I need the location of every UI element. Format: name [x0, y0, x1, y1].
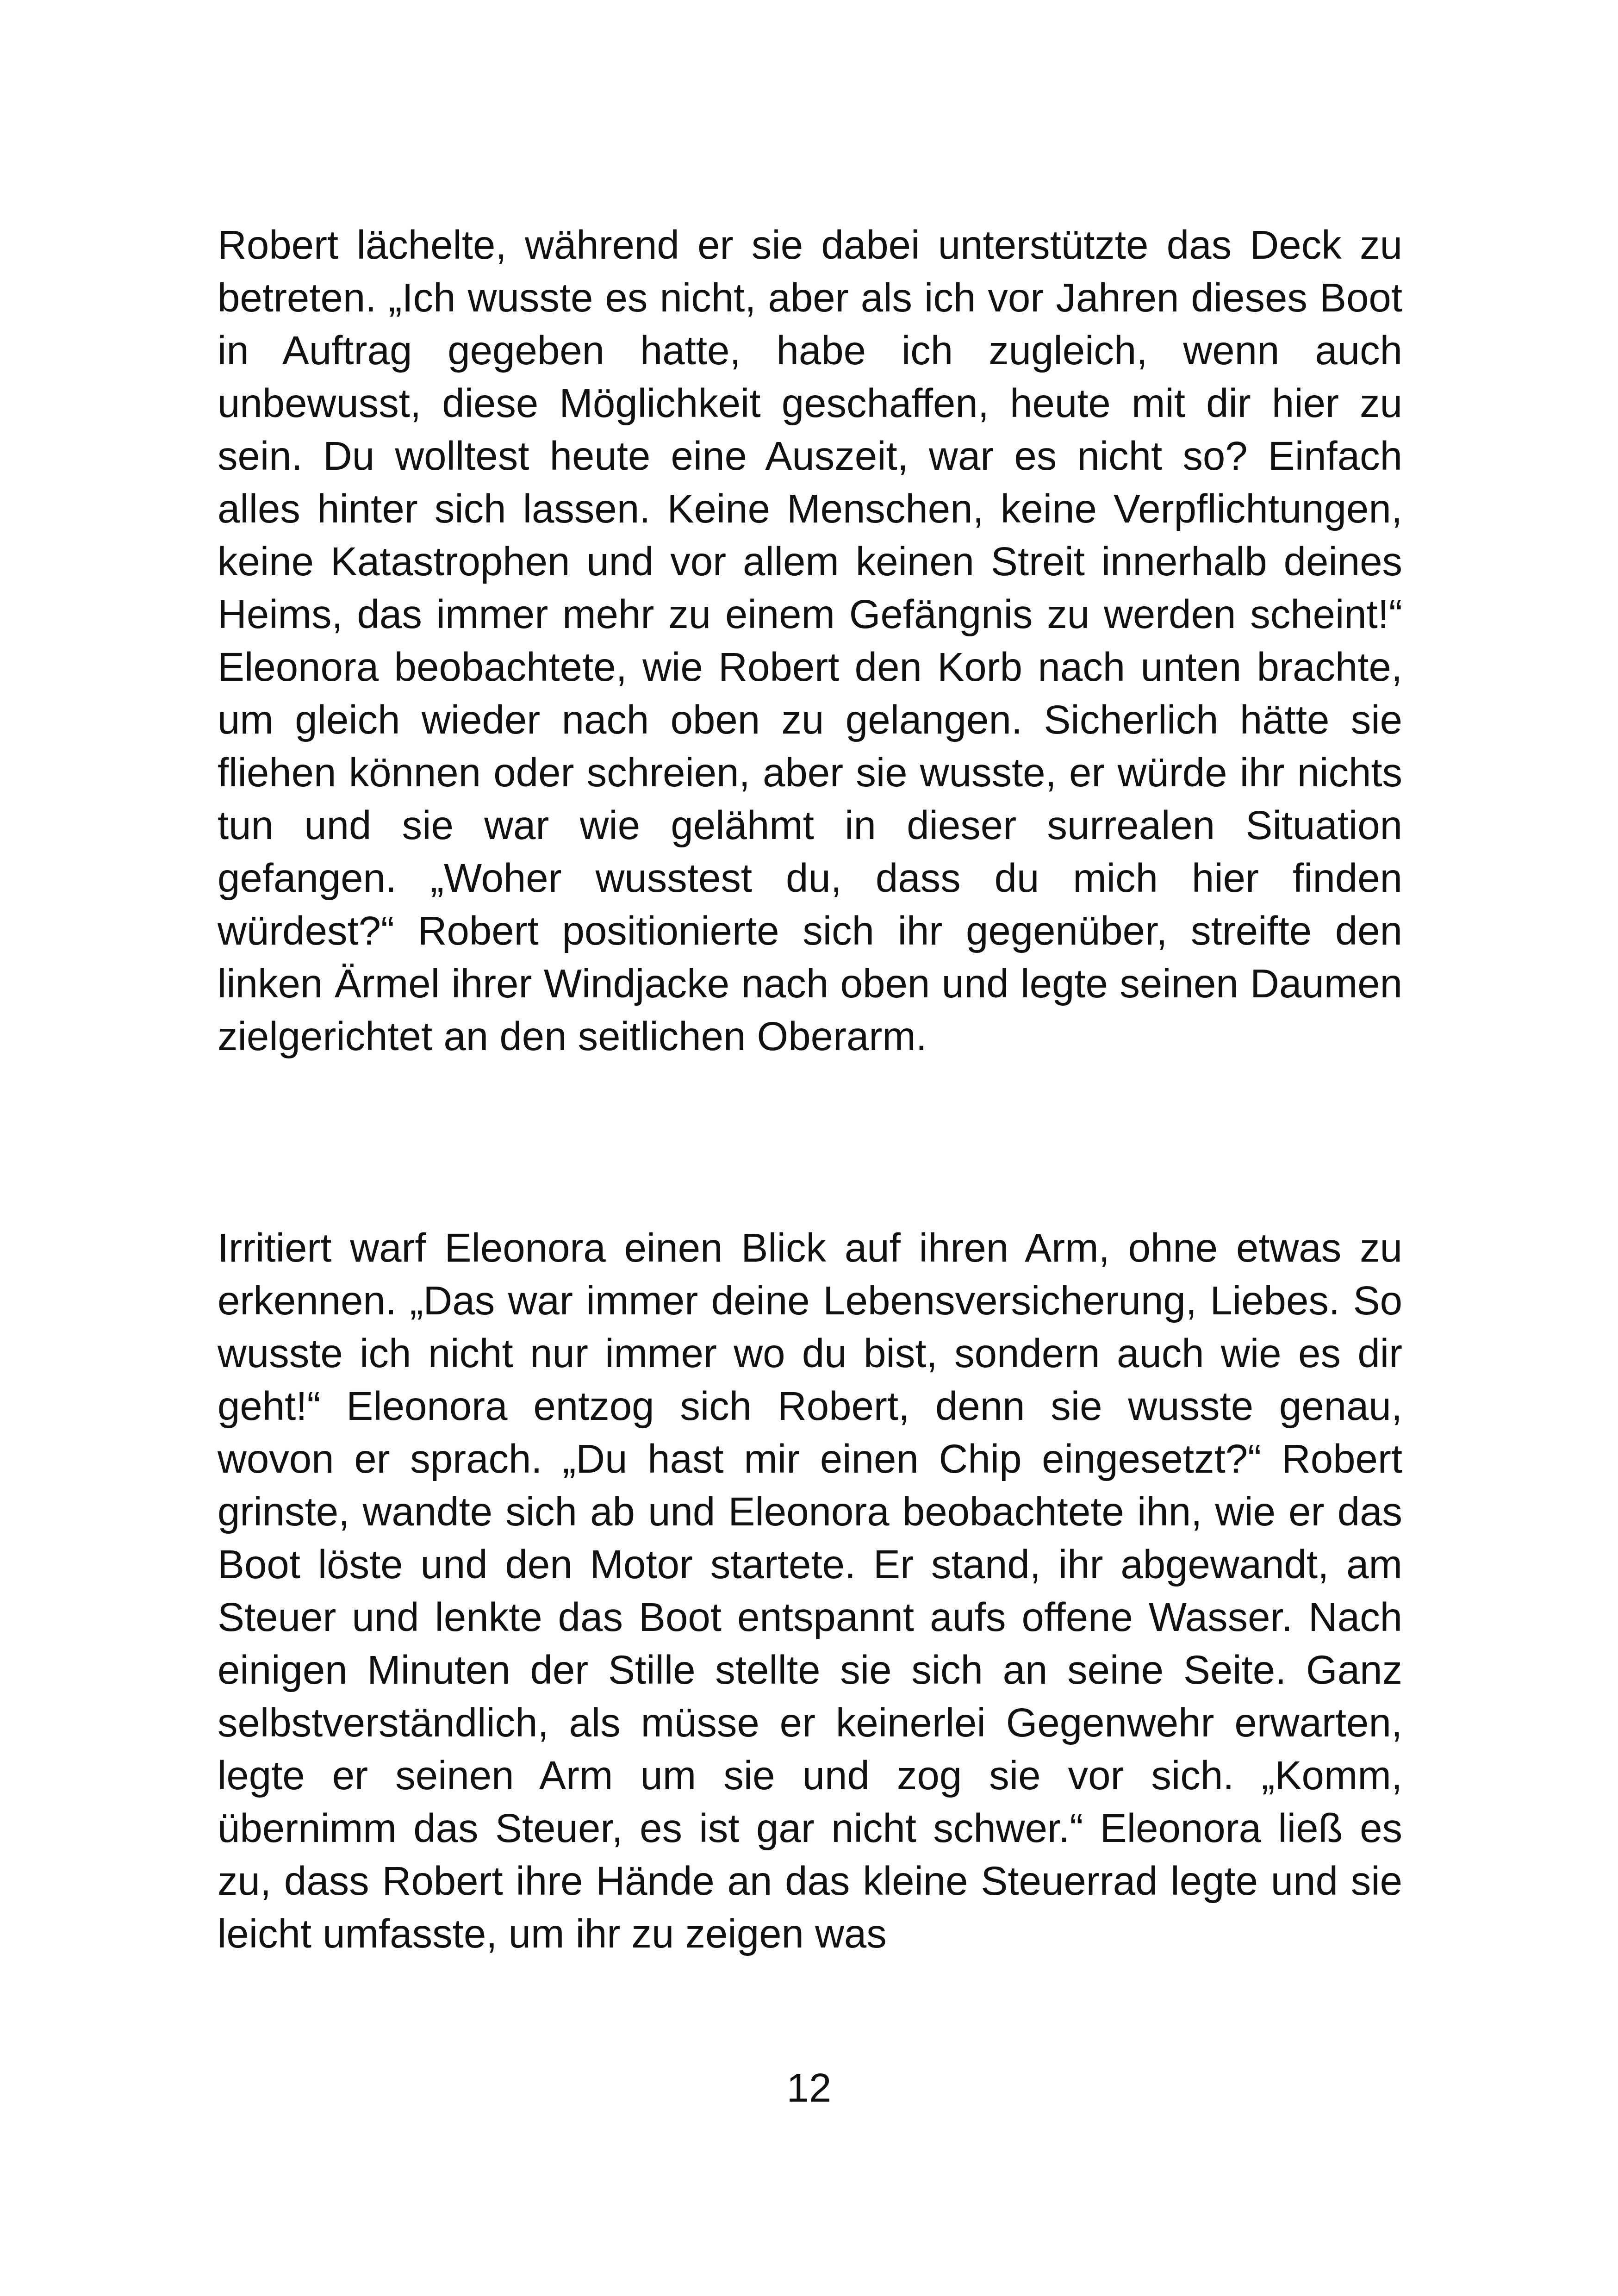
paragraph-1: Robert lächelte, während er sie dabei unterstützte das Deck zu betreten. „Ich wusste es nicht, aber als ich vor Jahren dieses Boot in Auftrag gegeben hatte, habe ich zugleich, wenn auch unbewusst, diese Möglichkeit geschaffen, heute mit dir hier zu sein. Du wolltest heute eine Auszeit, war es nicht so? Einfach alles hinter sich lassen. Keine Menschen, keine Verpflichtungen, keine Katastrophen und vor allem keinen Streit innerhalb deines Heims, das immer mehr zu einem Gefängnis zu werden scheint!“ Eleonora beobachtete, wie Robert den Korb nach unten brachte, um gleich wieder nach oben zu gelangen. Sicherlich hätte sie fliehen können oder schreien, aber sie wusste, er würde ihr nichts tun und sie war wie gelähmt in dieser surrealen Situation gefangen. „Woher wusstest du, dass du mich hier finden würdest?“ Robert positionierte sich ihr gegenüber, streifte den linken Ärmel ihrer Windjacke nach oben und legte seinen Daumen zielgerichtet an den seitlichen Oberarm.: [218, 223, 1402, 1059]
page-number: 12: [786, 2066, 832, 2110]
paragraph-2: Irritiert warf Eleonora einen Blick auf ihren Arm, ohne etwas zu erkennen. „Das war immer deine Lebensversicherung, Liebes. So wusste ich nicht nur immer wo du bist, sondern auch wie es dir geht!“ Eleonora entzog sich Robert, denn sie wusste genau, wovon er sprach. „Du hast mir einen Chip eingesetzt?“ Robert grinste, wandte sich ab und Eleonora beobachtete ihn, wie er das Boot löste und den Motor startete. Er stand, ihr abgewandt, am Steuer und lenkte das Boot entspannt aufs offene Wasser. Nach einigen Minuten der Stille stellte sie sich an seine Seite. Ganz selbstverständlich, als müsse er keinerlei Gegenwehr erwarten, legte er seinen Arm um sie und zog sie vor sich. „Komm, übernimm das Steuer, es ist gar nicht schwer.“ Eleonora ließ es zu, dass Robert ihre Hände an das kleine Steuerrad legte und sie leicht umfasste, um ihr zu zeigen was: [218, 1226, 1402, 1956]
